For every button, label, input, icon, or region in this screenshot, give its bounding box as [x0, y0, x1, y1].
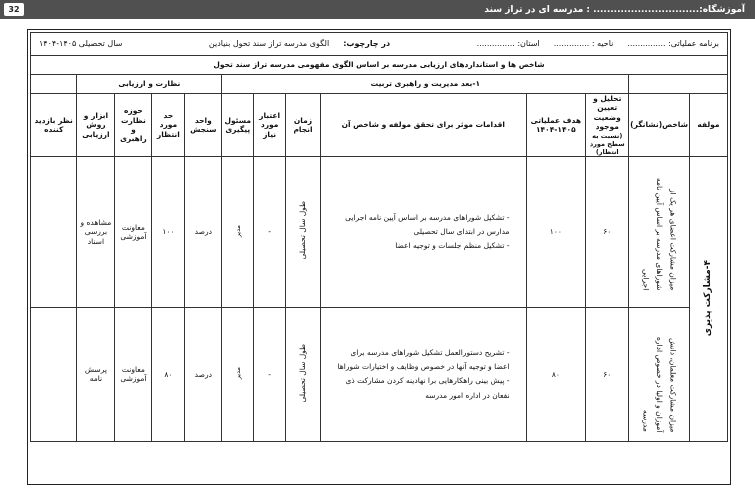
- component-name: ۴-مشارکت پذیری: [702, 259, 713, 336]
- indicator-cell: [629, 307, 690, 441]
- table-row: [31, 156, 728, 307]
- responsible-cell: [222, 156, 254, 307]
- reviewer-cell: [31, 156, 77, 307]
- tools-cell: پرسش نامه: [77, 307, 115, 441]
- indicator-text: میزان مشارکت معلمان، دانش آموزان و اولیا در خصوص اداره مدرسه: [641, 336, 678, 433]
- unit-cell: درصد: [185, 156, 222, 307]
- col-timing: زمان انجام: [286, 94, 321, 157]
- action-item: - تشکیل منظم جلسات و توجیه اعضا: [395, 241, 510, 250]
- reviewer-header-top: [31, 75, 77, 94]
- evaluation-table: [30, 32, 728, 442]
- col-target: هدف عملیاتی ۱۴۰۵-۱۴۰۴: [526, 94, 586, 157]
- timing-text: طول سال تحصیلی: [298, 343, 308, 403]
- col-unit: واحد سنجش: [185, 94, 222, 157]
- col-reviewer: نظر بازدید کننده: [31, 94, 77, 157]
- empty-header-cell: [629, 75, 728, 94]
- table-row: [31, 307, 728, 441]
- program-label: برنامه عملیاتی: ...............: [627, 39, 719, 48]
- unit-cell: درصد: [185, 307, 222, 441]
- target-cell: ۱۰۰: [526, 156, 586, 307]
- col-analysis-label: تحلیل و تعیین وضعیت موجود: [593, 94, 622, 132]
- timing-text: طول سال تحصیلی: [298, 201, 308, 260]
- actions-cell: [320, 307, 526, 441]
- school-year: سال تحصیلی ۱۴۰۵-۱۴۰۴: [39, 39, 123, 48]
- budget-cell: -: [254, 156, 286, 307]
- analysis-cell: ۶۰: [586, 307, 629, 441]
- header-title: آموزشگاه:............................... : مدرسه ای در تراز سند: [484, 4, 745, 15]
- expected-cell: ۱۰۰: [152, 156, 185, 307]
- col-indicator: شاخص(نشانگر): [629, 94, 690, 157]
- page-header-bar: [0, 0, 755, 19]
- col-component: مولفه: [689, 94, 727, 157]
- section-title: شاخص ها و استانداردهای ارزیابی مدرسه بر اساس الگوی مفهومی مدرسه تراز سند تحول: [31, 56, 728, 75]
- actions-cell: [320, 156, 526, 307]
- col-budget: اعتبار مورد نیاز: [254, 94, 286, 157]
- reviewer-cell: [31, 307, 77, 441]
- col-analysis-note: (نسبت به سطح مورد انتظار): [589, 131, 625, 156]
- page-number: 32: [4, 3, 24, 16]
- analysis-cell: ۶۰: [586, 156, 629, 307]
- framework-label: در چارچوب:: [343, 39, 391, 48]
- col-tools: ابزار و روش ارزیابی: [77, 94, 115, 157]
- action-item: - پیش بینی راهکارهایی برا نهادینه کردن مشارکت ذی نفعان در اداره امور مدرسه: [345, 376, 510, 400]
- group-management-header: ۱-بعد مدیریت و راهبری تربیت: [222, 75, 629, 94]
- col-analysis: [586, 94, 629, 157]
- group-supervision-header: نظارت و ارزیابی: [77, 75, 222, 94]
- responsible-text: مدیر: [233, 224, 242, 237]
- component-cell: [689, 156, 727, 441]
- timing-cell: [286, 307, 321, 441]
- responsible-text: مدیر: [233, 367, 242, 380]
- indicator-cell: [629, 156, 690, 307]
- col-expected: حد مورد انتظار: [152, 94, 185, 157]
- budget-cell: -: [254, 307, 286, 441]
- district-label: ناحیه : ..............: [553, 39, 614, 48]
- expected-cell: ۸۰: [152, 307, 185, 441]
- action-item: - تشریح دستورالعمل تشکیل شوراهای مدرسه برای اعضا و توجیه آنها در خصوص وظایف و اختیارات شوراها: [337, 347, 510, 372]
- target-cell: ۸۰: [526, 307, 586, 441]
- col-actions: اقدامات موثر برای تحقق مولفه و شاخص آن: [320, 94, 526, 157]
- area-cell: معاونت آموزشی: [115, 156, 152, 307]
- framework-value: الگوی مدرسه تراز سند تحول بنیادین: [208, 39, 330, 48]
- responsible-cell: [222, 307, 254, 441]
- timing-cell: [286, 156, 321, 307]
- col-responsible: مسئول پیگیری: [222, 94, 254, 157]
- program-info-row: [31, 33, 728, 56]
- col-area: حوزه نظارت و راهبری: [115, 94, 152, 157]
- action-item: - تشکیل شوراهای مدرسه بر اساس آیین نامه اجرایی مدارس در ابتدای سال تحصیلی: [345, 212, 510, 236]
- area-cell: معاونت آموزشی: [115, 307, 152, 441]
- indicator-text: میزان مشارکت اعضای هر یک از شوراهای مدرسه بر اساس آیین نامه اجرایی: [641, 178, 678, 291]
- province-label: استان: ...............: [476, 39, 540, 48]
- tools-cell: مشاهده و بررسی اسناد: [77, 156, 115, 307]
